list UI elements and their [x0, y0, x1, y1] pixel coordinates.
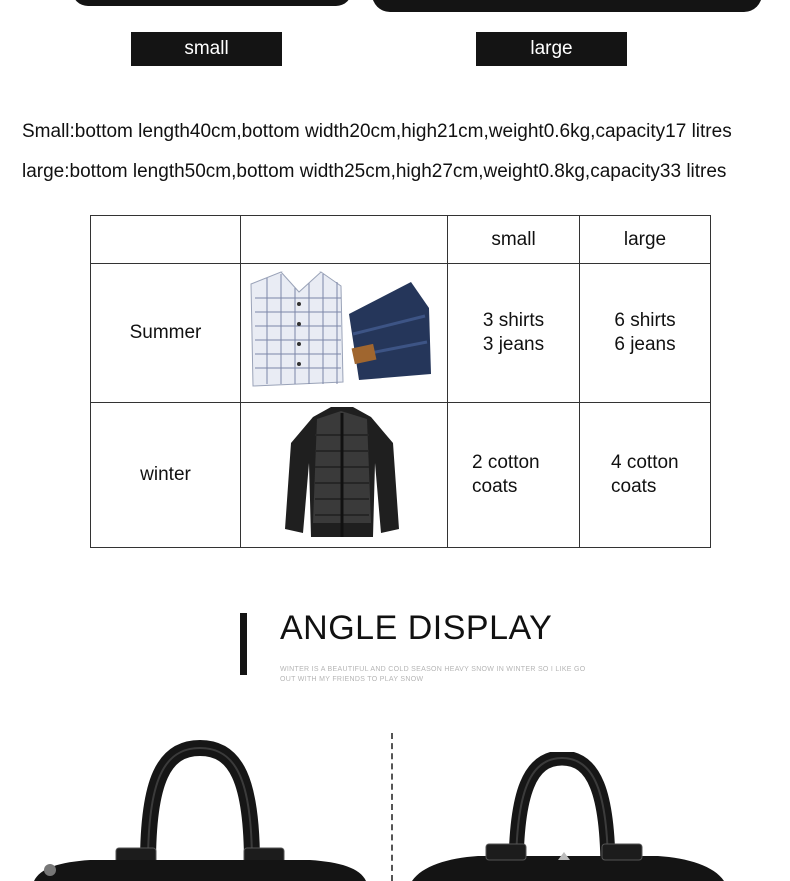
- cotton-coat-icon: [241, 403, 447, 541]
- table-row: [91, 403, 711, 548]
- size-badge-small: small: [131, 32, 282, 66]
- tagline-line-1: WINTER IS A BEAUTIFUL AND COLD SEASON HEAVY SNOW IN WINTER SO I LIKE GO: [280, 666, 586, 673]
- header-cell-small: small: [448, 216, 580, 264]
- header-cell-large: large: [580, 216, 711, 264]
- winter-large-coats-line1: 4 cotton: [611, 452, 679, 473]
- small-bag-image: [72, 0, 352, 6]
- bag-front-view-image: [30, 740, 370, 881]
- summer-small-capacity: [448, 264, 580, 403]
- image-divider: [391, 733, 393, 881]
- angle-display-title: ANGLE DISPLAY: [280, 609, 553, 647]
- winter-small-coats-line1: 2 cotton: [472, 452, 540, 473]
- large-bag-image: [372, 0, 762, 12]
- table-row: [91, 264, 711, 403]
- winter-large-coats-line2: coats: [611, 476, 657, 497]
- summer-large-jeans: 6 jeans: [614, 334, 676, 355]
- summer-large-shirts: 6 shirts: [614, 310, 676, 331]
- winter-large-capacity: [580, 403, 711, 548]
- header-cell-empty: [91, 216, 241, 264]
- summer-clothes-image: [241, 264, 448, 403]
- winter-small-coats-line2: coats: [472, 476, 518, 497]
- large-spec-text: large:bottom length50cm,bottom width25cm,high27cm,weight0.8kg,capacity33 litres: [22, 161, 727, 182]
- size-badge-large: large: [476, 32, 627, 66]
- winter-small-capacity: [448, 403, 580, 548]
- capacity-table: [90, 215, 711, 548]
- summer-small-shirts: 3 shirts: [482, 310, 545, 331]
- winter-coat-image: [241, 403, 448, 548]
- bag-side-view-image: [408, 752, 728, 881]
- table-header-row: [91, 216, 711, 264]
- shirt-and-jeans-icon: [241, 264, 447, 396]
- season-label-summer: Summer: [91, 264, 241, 403]
- tagline-line-2: OUT WITH MY FRIENDS TO PLAY SNOW: [280, 676, 424, 683]
- summer-small-jeans: 3 jeans: [482, 334, 545, 355]
- season-label-winter: winter: [91, 403, 241, 548]
- small-spec-text: Small:bottom length40cm,bottom width20cm,high21cm,weight0.6kg,capacity17 litres: [22, 121, 732, 142]
- heading-accent-bar: [240, 613, 247, 675]
- summer-large-capacity: [580, 264, 711, 403]
- header-cell-image: [241, 216, 448, 264]
